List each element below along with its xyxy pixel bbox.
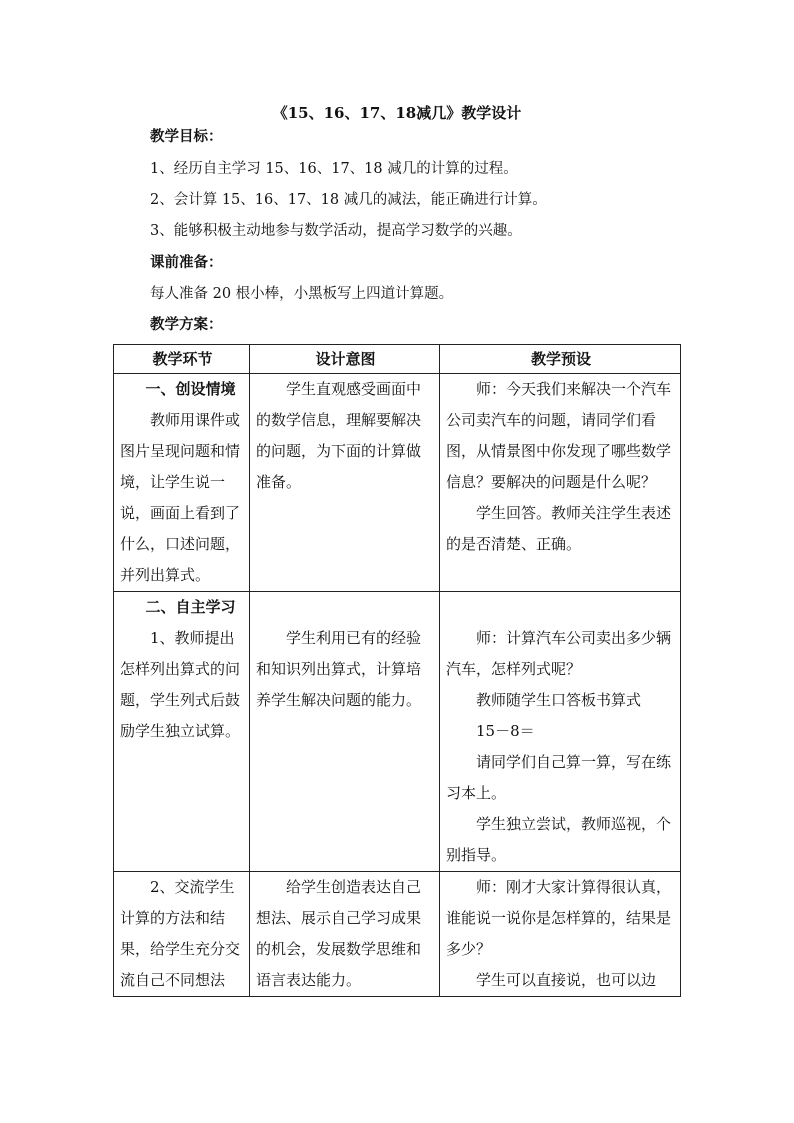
stage-cell xyxy=(114,374,250,592)
table-row xyxy=(114,374,681,592)
preset-cell xyxy=(440,592,681,872)
prep-text: 每人准备 20 根小棒，小黑板写上四道计算题。 xyxy=(150,286,454,302)
table-row xyxy=(114,872,681,997)
intent-cell xyxy=(250,872,440,997)
document-title: 《15、16、17、18减几》教学设计 xyxy=(272,104,522,122)
goal-item: 2、会计算 15、16、17、18 减几的减法，能正确进行计算。 xyxy=(150,192,547,208)
stage-cell xyxy=(114,872,250,997)
stage-title: 一、创设情境 xyxy=(145,380,236,398)
preset-text: 师：计算汽车公司卖出多少辆汽车，怎样列式呢？ xyxy=(446,629,672,678)
preset-cell xyxy=(440,374,681,592)
stage-text: 2、交流学生计算的方法和结果，给学生充分交流自己不同想法 xyxy=(120,878,241,989)
table-row xyxy=(114,592,681,872)
goal-item: 3、能够积极主动地参与数学活动，提高学习数学的兴趣。 xyxy=(150,223,522,239)
preset-text: 请同学们自己算一算，写在练习本上。 xyxy=(446,753,672,802)
preset-text: 学生回答。教师关注学生表述的是否清楚、正确。 xyxy=(446,504,672,553)
preset-text: 师：今天我们来解决一个汽车公司卖汽车的问题，请同学们看图，从情景图中你发现了哪些数学信息？要解决的问题是什么呢？ xyxy=(446,380,672,491)
intent-text: 学生直观感受画面中的数学信息，理解要解决的问题，为下面的计算做准备。 xyxy=(256,380,422,491)
preset-text: 教师随学生口答板书算式 xyxy=(476,691,642,709)
header-stage: 教学环节 xyxy=(114,345,250,374)
goals-heading: 教学目标： xyxy=(150,128,223,145)
intent-text: 学生利用已有的经验和知识列出算式，计算培养学生解决问题的能力。 xyxy=(256,629,422,709)
preset-text: 学生可以直接说，也可以边 xyxy=(476,971,657,989)
intent-cell xyxy=(250,374,440,592)
intent-text: 给学生创造表达自己想法、展示自己学习成果的机会，发展数学思维和语言表达能力。 xyxy=(256,878,422,989)
goal-item: 1、经历自主学习 15、16、17、18 减几的计算的过程。 xyxy=(150,161,518,177)
plan-heading: 教学方案： xyxy=(150,316,223,333)
preset-text: 学生独立尝试，教师巡视，个别指导。 xyxy=(446,815,672,864)
stage-text: 教师用课件或图片呈现问题和情境，让学生说一说，画面上看到了什么，口述问题，并列出算式。 xyxy=(120,411,241,584)
table-header-row xyxy=(114,345,681,374)
preset-formula: 15－8＝ xyxy=(476,722,535,740)
preset-cell xyxy=(440,872,681,997)
intent-cell xyxy=(250,592,440,872)
stage-text: 1、教师提出怎样列出算式的问题，学生列式后鼓励学生独立试算。 xyxy=(120,629,241,740)
stage-title: 二、自主学习 xyxy=(145,598,236,616)
preset-text: 师：刚才大家计算得很认真，谁能说一说你是怎样算的，结果是多少？ xyxy=(446,878,672,958)
stage-cell xyxy=(114,592,250,872)
header-preset: 教学预设 xyxy=(440,345,681,374)
teaching-plan-table xyxy=(113,344,681,997)
header-intent: 设计意图 xyxy=(250,345,440,374)
prep-heading: 课前准备： xyxy=(150,254,223,271)
